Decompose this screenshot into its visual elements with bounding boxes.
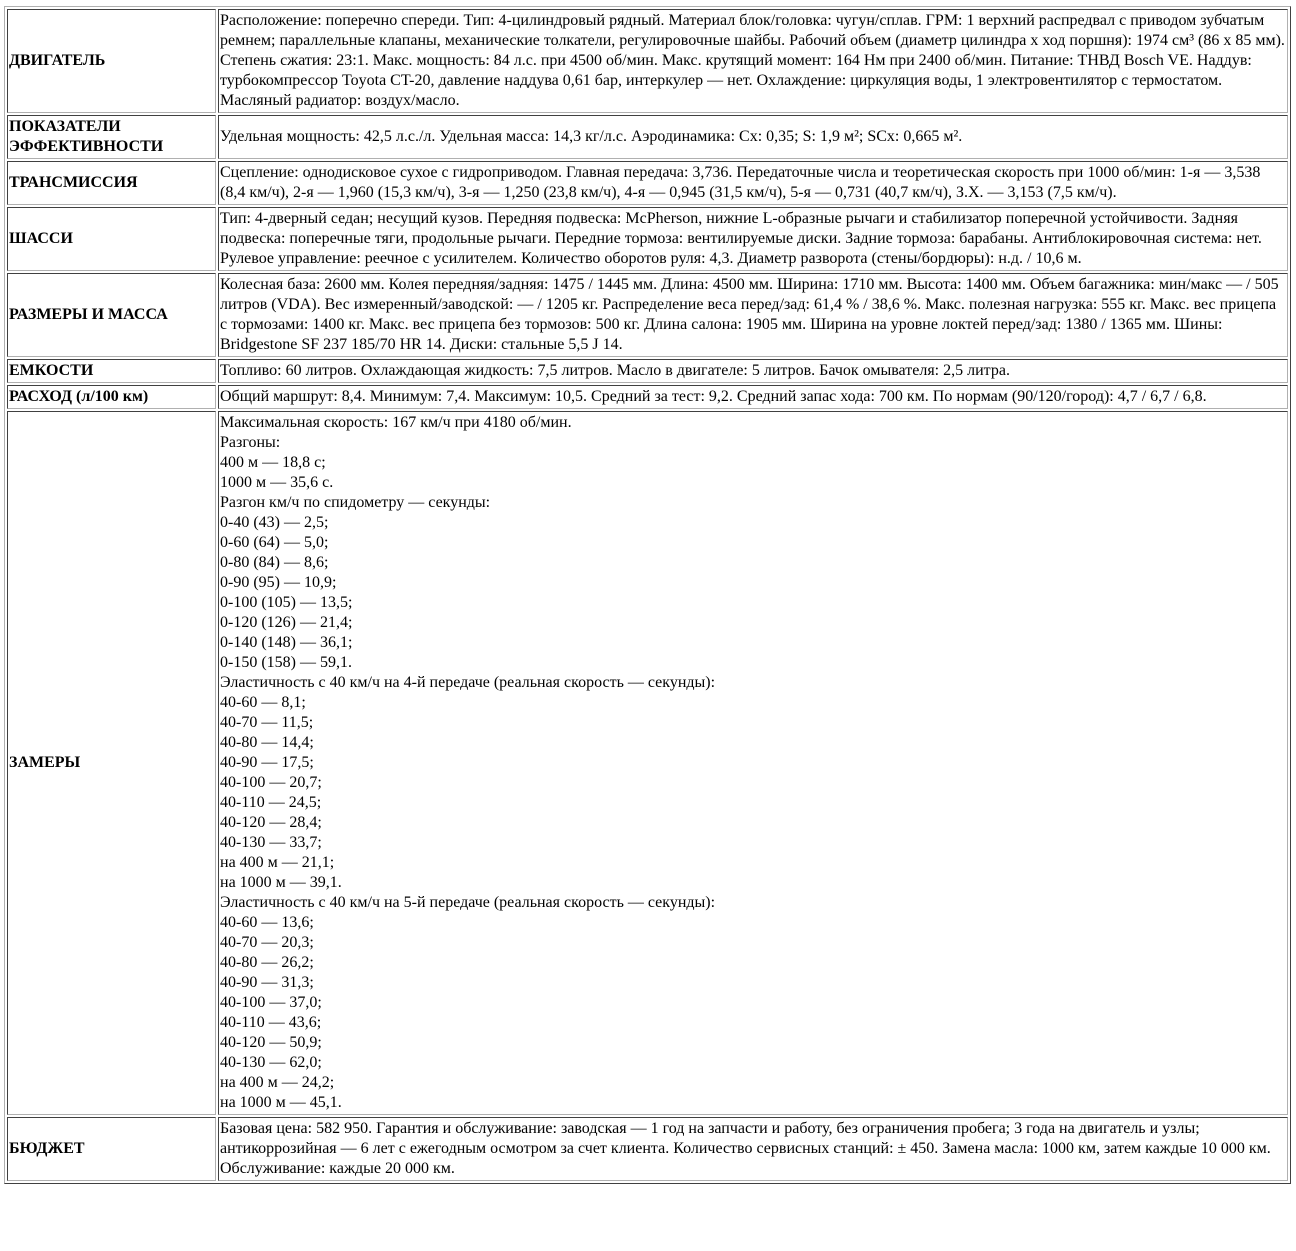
measurement-line: на 1000 м — 39,1. (220, 874, 342, 891)
measurement-line: на 400 м — 21,1; (220, 854, 335, 871)
measurement-line: 40-80 — 14,4; (220, 734, 314, 751)
measurement-line: 40-60 — 8,1; (220, 694, 306, 711)
measurement-line: 40-70 — 11,5; (220, 714, 314, 731)
spec-table (4, 6, 1291, 1184)
measurement-line: Разгон км/ч по спидометру — секунды: (220, 494, 491, 511)
row-label: ШАССИ (7, 207, 216, 271)
measurement-line: 0-90 (95) — 10,9; (220, 574, 337, 591)
row-value: Общий маршрут: 8,4. Минимум: 7,4. Максимум: 10,5. Средний за тест: 9,2. Средний запас хода: 700 км. По нормам (90/120/город): 4,7 / 6,7 / 6,8. (218, 385, 1288, 409)
table-row-measurements (7, 411, 1288, 1115)
row-value: Топливо: 60 литров. Охлаждающая жидкость: 7,5 литров. Масло в двигателе: 5 литров. Бачок омывателя: 2,5 литра. (218, 359, 1288, 383)
row-label: ДВИГАТЕЛЬ (7, 9, 216, 113)
row-value: Сцепление: однодисковое сухое с гидроприводом. Главная передача: 3,736. Передаточные числа и теоретическая скорость при 1000 об/мин: 1-я — 3,538 (8,4 км/ч), 2-я — 1,960 (15,3 км/ч), 3-я — 1,250 (23,8 км/ч), 4-я — 0,945 (31,5 км/ч), 5-я — 0,731 (40,7 км/ч), З.Х. — 3,153 (7,5 км/ч). (218, 161, 1288, 205)
measurement-line: Эластичность с 40 км/ч на 4-й передаче (реальная скорость — секунды): (220, 674, 716, 691)
row-value: Тип: 4-дверный седан; несущий кузов. Передняя подвеска: McPherson, нижние L-образные рычаги и стабилизатор поперечной устойчивости. Задняя подвеска: поперечные тяги, продольные рычаги. Передние тормоза: вентилируемые диски. Задние тормоза: барабаны. Антиблокировочная система: нет. Рулевое управление: реечное с усилителем. Количество оборотов руля: 4,3. Диаметр разворота (стены/бордюры): н.д. / 10,6 м. (218, 207, 1288, 271)
measurement-line: 40-100 — 37,0; (220, 994, 322, 1011)
table-row-chassis (7, 207, 1288, 271)
measurement-line: 0-80 (84) — 8,6; (220, 554, 329, 571)
measurement-line: 40-90 — 17,5; (220, 754, 314, 771)
measurement-line: 40-100 — 20,7; (220, 774, 322, 791)
table-row-consumption (7, 385, 1288, 409)
row-label: РАСХОД (л/100 км) (7, 385, 216, 409)
measurement-line: 40-120 — 50,9; (220, 1034, 322, 1051)
measurement-line: 1000 м — 35,6 с. (220, 474, 334, 491)
measurement-line: 0-60 (64) — 5,0; (220, 534, 329, 551)
measurement-line: 400 м — 18,8 с; (220, 454, 326, 471)
measurement-line: 0-140 (148) — 36,1; (220, 634, 353, 651)
measurement-line: 0-100 (105) — 13,5; (220, 594, 353, 611)
row-label: ЕМКОСТИ (7, 359, 216, 383)
table-row-transmission (7, 161, 1288, 205)
measurement-line: Эластичность с 40 км/ч на 5-й передаче (реальная скорость — секунды): (220, 894, 716, 911)
measurement-line: 0-150 (158) — 59,1. (220, 654, 352, 671)
row-value: Расположение: поперечно спереди. Тип: 4-цилиндровый рядный. Материал блок/головка: чугун/сплав. ГРМ: 1 верхний распредвал с приводом зубчатым ремнем; параллельные клапаны, механические толкатели, регулировочные шайбы. Рабочий объем (диаметр цилиндра х ход поршня): 1974 см³ (86 x 85 мм). Степень сжатия: 23:1. Макс. мощность: 84 л.с. при 4500 об/мин. Макс. крутящий момент: 164 Нм при 2400 об/мин. Питание: ТНВД Bosch VE. Наддув: турбокомпрессор Toyota CT-20, давление наддува 0,61 бар, интеркулер — нет. Охлаждение: циркуляция воды, 1 электровентилятор с термостатом. Масляный радиатор: воздух/масло. (218, 9, 1288, 113)
table-row-engine (7, 9, 1288, 113)
row-label: РАЗМЕРЫ И МАССА (7, 273, 216, 357)
measurement-line: на 400 м — 24,2; (220, 1074, 335, 1091)
measurement-line: 40-110 — 24,5; (220, 794, 322, 811)
row-value: Удельная мощность: 42,5 л.с./л. Удельная масса: 14,3 кг/л.с. Аэродинамика: Cx: 0,35; S: 1,9 м²; SCx: 0,665 м². (218, 115, 1288, 159)
measurement-line: 0-40 (43) — 2,5; (220, 514, 329, 531)
measurement-line: 40-130 — 33,7; (220, 834, 322, 851)
measurement-line: 40-120 — 28,4; (220, 814, 322, 831)
row-label: ТРАНСМИССИЯ (7, 161, 216, 205)
measurement-line: 40-70 — 20,3; (220, 934, 314, 951)
row-label: ПОКАЗАТЕЛИ ЭФФЕКТИВНОСТИ (7, 115, 216, 159)
row-label: ЗАМЕРЫ (7, 411, 216, 1115)
measurement-line: 40-130 — 62,0; (220, 1054, 322, 1071)
table-row-budget (7, 1117, 1288, 1181)
measurement-line: 40-110 — 43,6; (220, 1014, 322, 1031)
measurement-line: на 1000 м — 45,1. (220, 1094, 342, 1111)
row-label: БЮДЖЕТ (7, 1117, 216, 1181)
measurement-line: 40-80 — 26,2; (220, 954, 314, 971)
row-value: Базовая цена: 582 950. Гарантия и обслуживание: заводская — 1 год на запчасти и работу, без ограничения пробега; 3 года на двигатель и узлы; антикоррозийная — 6 лет с ежегодным осмотром за счет клиента. Количество сервисных станций: ± 450. Замена масла: 1000 км, затем каждые 10 000 км. Обслуживание: каждые 20 000 км. (218, 1117, 1288, 1181)
table-row-capacities (7, 359, 1288, 383)
row-value: Колесная база: 2600 мм. Колея передняя/задняя: 1475 / 1445 мм. Длина: 4500 мм. Ширина: 1710 мм. Высота: 1400 мм. Объем багажника: мин/макс — / 505 литров (VDA). Вес измеренный/заводской: — / 1205 кг. Распределение веса перед/зад: 61,4 % / 38,6 %. Макс. полезная нагрузка: 555 кг. Макс. вес прицепа с тормозами: 1400 кг. Макс. вес прицепа без тормозов: 500 кг. Длина салона: 1905 мм. Ширина на уровне локтей перед/зад: 1380 / 1365 мм. Шины: Bridgestone SF 237 185/70 HR 14. Диски: стальные 5,5 J 14. (218, 273, 1288, 357)
measurement-line: 0-120 (126) — 21,4; (220, 614, 353, 631)
measurement-line: Максимальная скорость: 167 км/ч при 4180 об/мин. (220, 414, 572, 431)
measurement-line: 40-60 — 13,6; (220, 914, 314, 931)
table-row-dimensions (7, 273, 1288, 357)
measurement-line: Разгоны: (220, 434, 281, 451)
table-row-performance (7, 115, 1288, 159)
measurements-list (218, 411, 1288, 1115)
measurement-line: 40-90 — 31,3; (220, 974, 314, 991)
